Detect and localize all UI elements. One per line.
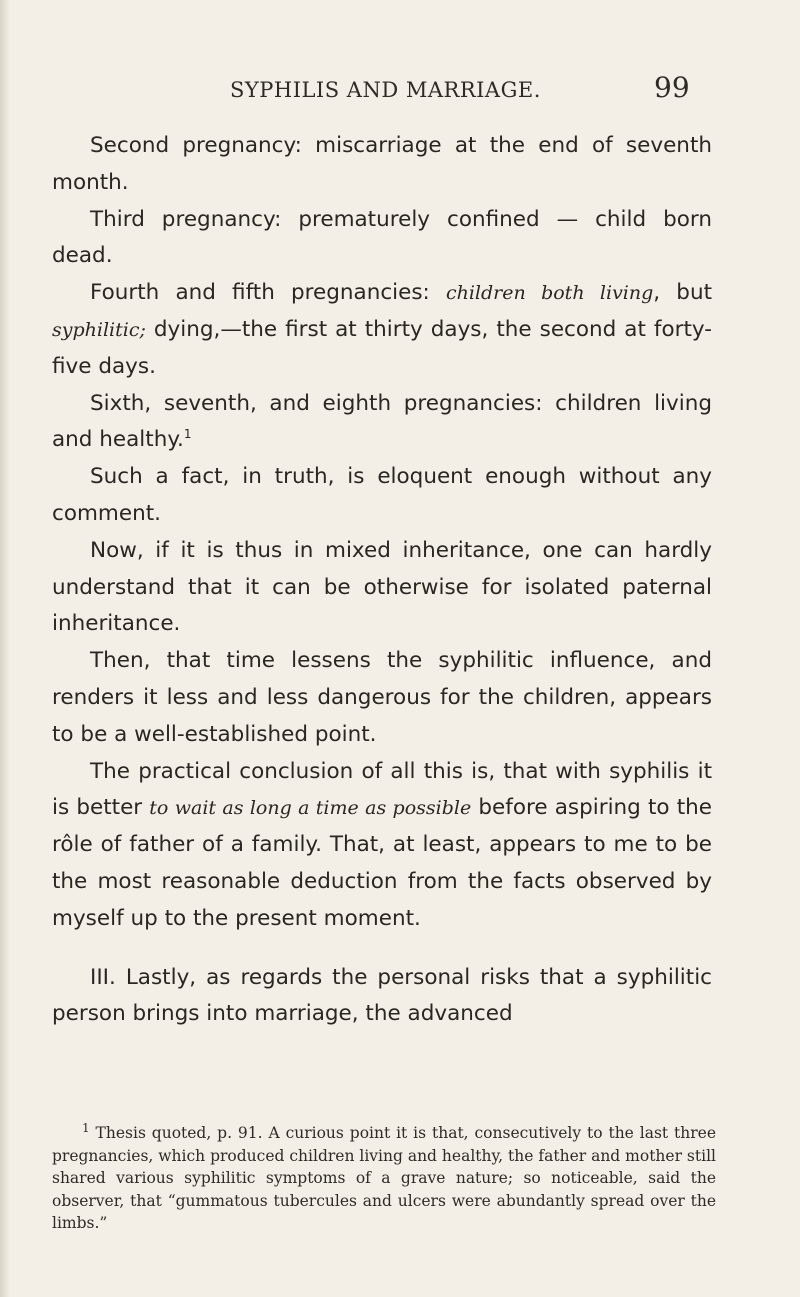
paragraph-third-pregnancy: Third pregnancy: prematurely confined — child born dead. — [52, 206, 712, 269]
text-run: Fourth and fifth pregnancies: — [90, 280, 446, 306]
text-run: dying,—the first at thirty days, the second at forty-five days. — [52, 316, 712, 379]
paragraph-fourth-fifth-pregnancies — [52, 275, 712, 385]
body-text — [52, 128, 712, 1033]
text-run: The practical conclusion of all this is, that with syphilis it is better — [52, 758, 712, 821]
running-head — [0, 71, 800, 118]
paragraph-personal-risks: III. Lastly, as regards the personal risks that a syphilitic person brings into marriage, the advanced — [52, 964, 712, 1027]
text-run: Sixth, seventh, and eighth pregnancies: children living and healthy. — [52, 390, 712, 453]
running-head-title: SYPHILIS AND MARRIAGE. — [230, 78, 541, 102]
text-run: , but — [653, 280, 712, 306]
page-number: 99 — [654, 71, 690, 104]
footnote-reference: 1 — [183, 427, 192, 442]
footnote-marker: 1 — [82, 1120, 90, 1135]
footnote — [52, 1122, 716, 1235]
italic-text: to wait as long a time as possible — [149, 797, 472, 820]
paragraph-eloquent-fact: Such a fact, in truth, is eloquent enough without any comment. — [52, 464, 712, 526]
paragraph-second-pregnancy: Second pregnancy: miscarriage at the end of seventh month. — [52, 133, 712, 195]
paragraph-mixed-inheritance: Now, if it is thus in mixed inheritance, one can hardly understand that it can be otherwise for isolated paternal inheritance. — [52, 537, 712, 637]
paragraph-practical-conclusion — [52, 754, 712, 938]
footnote-text: Thesis quoted, p. 91. A curious point it is that, consecutively to the last three pregnancies, which produced children living and healthy, the father and mother still shared various syphilitic symptoms of a grave nature; so noticeable, said the observer, that “gummatous tubercules and ulcers were abundantly spread over the limbs.” — [52, 1124, 716, 1233]
paragraph-sixth-seventh-eighth — [52, 386, 712, 460]
paragraph-time-lessens: Then, that time lessens the syphilitic influence, and renders it less and less dangerous for the children, appears to be a well-established point. — [52, 648, 712, 747]
text-run: before aspiring to the rôle of father of a family. That, at least, appears to me to be the most reasonable deduction from the facts observed by myself up to the present moment. — [52, 795, 712, 931]
italic-text: syphilitic; — [52, 318, 146, 341]
italic-text: children both living — [445, 282, 654, 305]
page-edge-shadow — [0, 0, 10, 1297]
